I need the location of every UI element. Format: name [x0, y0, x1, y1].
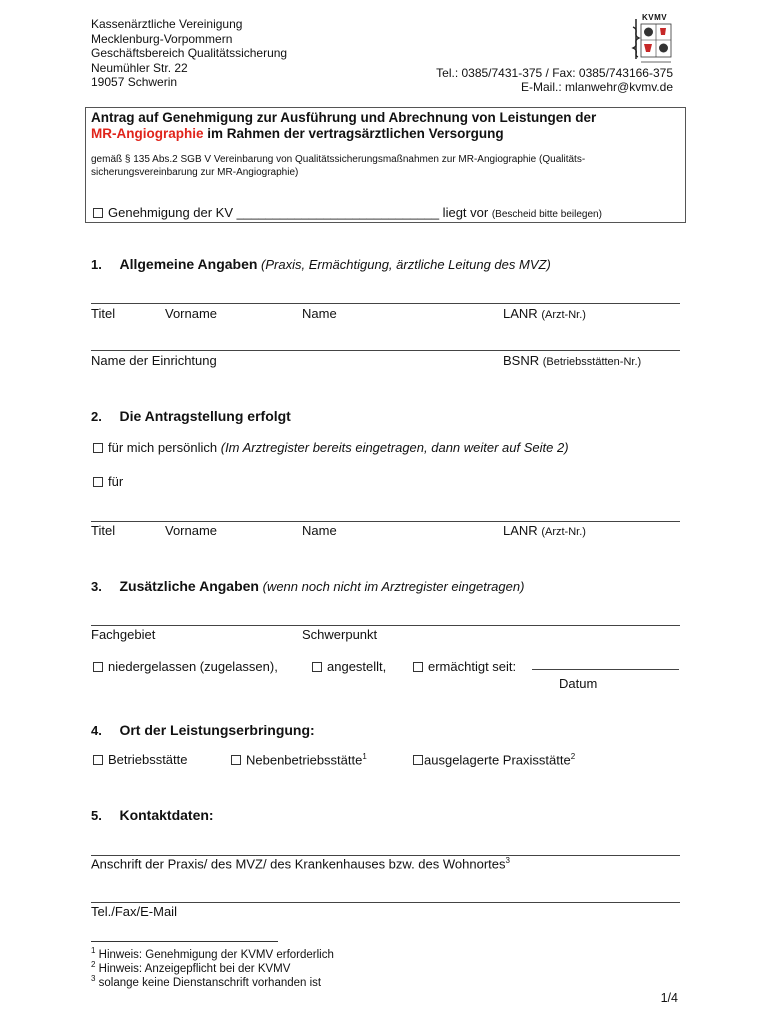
footnote-2-text: Hinweis: Anzeigepflicht bei der KVMV [98, 962, 291, 975]
page-number: 1/4 [660, 991, 678, 1005]
label-datum: Datum [559, 676, 598, 691]
label-vorname: Vorname [165, 306, 218, 321]
ausgelagerte-label: ausgelagerte Praxisstätte [424, 752, 571, 768]
approval-text: Genehmigung der KV ____________________________ liegt vor [108, 205, 489, 220]
lanr-note: (Arzt-Nr.) [541, 309, 586, 321]
label-tel-fax-email: Tel./Fax/E-Mail [91, 904, 177, 919]
section1-line2[interactable] [91, 350, 680, 351]
legal-basis-line2: sicherungsvereinbarung zur MR-Angiographie) [91, 167, 299, 178]
label-titel-2: Titel [91, 523, 116, 538]
section3-note: (wenn noch nicht im Arztregister eingetragen) [262, 579, 525, 594]
section1-heading [91, 256, 551, 272]
section5-title: Kontaktdaten: [119, 807, 214, 823]
email: E-Mail.: mlanwehr@kvmv.de [521, 80, 673, 94]
label-anschrift [91, 856, 510, 871]
section3-number: 3. [91, 579, 102, 594]
nebenbetriebsstaette-label: Nebenbetriebsstätte [246, 752, 363, 768]
option-angestellt [312, 659, 386, 674]
section5-heading [91, 807, 214, 823]
footnote-1-text: Hinweis: Genehmigung der KVMV erforderlich [98, 948, 334, 961]
betriebsstaette-checkbox[interactable] [93, 755, 103, 765]
option-niedergelassen [93, 659, 278, 674]
for-checkbox[interactable] [93, 477, 103, 487]
footnote-3-number: 3 [91, 974, 96, 983]
option-personal-note: (Im Arztregister bereits eingetragen, dann weiter auf Seite 2) [220, 440, 569, 455]
option-ausgelagerte [413, 752, 575, 767]
section1-note: (Praxis, Ermächtigung, ärztliche Leitung des MVZ) [261, 257, 551, 272]
approval-checkbox[interactable] [93, 208, 103, 218]
section3-title: Zusätzliche Angaben [119, 578, 259, 594]
lanr-text-2: LANR [503, 523, 538, 538]
footnote-3 [91, 974, 321, 989]
lanr-text: LANR [503, 306, 538, 321]
footnote-2 [91, 960, 290, 975]
footnote-divider [91, 941, 278, 942]
application-title-rest: im Rahmen der vertragsärztlichen Versorgung [203, 126, 504, 141]
label-lanr-2 [503, 523, 586, 538]
lanr-note-2: (Arzt-Nr.) [541, 526, 586, 538]
option-ermaechtigt [413, 659, 516, 674]
option-personal [93, 440, 569, 455]
org-city: 19057 Schwerin [91, 75, 178, 89]
niedergelassen-checkbox[interactable] [93, 662, 103, 672]
section1-number: 1. [91, 257, 102, 272]
angestellt-label: angestellt, [327, 659, 387, 674]
approval-row [93, 205, 602, 220]
ermaechtigt-date-line[interactable] [532, 669, 679, 670]
label-schwerpunkt: Schwerpunkt [302, 627, 378, 642]
niedergelassen-label: niedergelassen (zugelassen), [108, 659, 278, 674]
footnote-ref-1: 1 [362, 752, 367, 761]
footnote-ref-3: 3 [505, 856, 510, 865]
org-name-line2: Mecklenburg-Vorpommern [91, 31, 233, 46]
label-bsnr [503, 353, 641, 368]
kvmv-logo [629, 15, 674, 65]
bsnr-text: BSNR [503, 353, 540, 368]
label-fachgebiet: Fachgebiet [91, 627, 156, 642]
application-title-line1: Antrag auf Genehmigung zur Ausführung und Abrechnung von Leistungen der [91, 110, 597, 125]
application-title-line2 [91, 126, 504, 141]
section1-title: Allgemeine Angaben [119, 256, 258, 272]
option-for-label: für [108, 474, 124, 489]
label-lanr [503, 306, 586, 321]
footnote-ref-2: 2 [570, 752, 576, 761]
section2-line[interactable] [91, 521, 680, 522]
logo-text: KVMV [642, 13, 668, 22]
approval-note: (Bescheid bitte beilegen) [491, 209, 602, 220]
ermaechtigt-label: ermächtigt seit: [428, 659, 517, 674]
label-titel: Titel [91, 306, 116, 321]
angestellt-checkbox[interactable] [312, 662, 322, 672]
section5-line2[interactable] [91, 902, 680, 903]
section2-title: Die Antragstellung erfolgt [119, 408, 291, 424]
anschrift-text: Anschrift der Praxis/ des MVZ/ des Krankenhauses bzw. des Wohnortes [91, 856, 506, 872]
section4-title: Ort der Leistungserbringung: [119, 722, 315, 738]
footnote-1-number: 1 [91, 946, 96, 955]
betriebsstaette-label: Betriebsstätte [108, 752, 188, 767]
org-department: Geschäftsbereich Qualitätssicherung [91, 46, 288, 60]
option-betriebsstaette [93, 752, 188, 767]
nebenbetriebsstaette-checkbox[interactable] [231, 755, 241, 765]
option-nebenbetriebsstaette [231, 752, 367, 767]
section5-number: 5. [91, 808, 102, 823]
ermaechtigt-checkbox[interactable] [413, 662, 423, 672]
section3-line[interactable] [91, 625, 680, 626]
section2-number: 2. [91, 409, 102, 424]
org-name-line1: Kassenärztliche Vereinigung [91, 17, 243, 31]
label-vorname-2: Vorname [165, 523, 218, 538]
footnote-1 [91, 946, 334, 961]
section3-heading [91, 578, 524, 594]
footnote-2-number: 2 [91, 960, 96, 969]
section2-heading [91, 408, 291, 424]
footnote-3-text: solange keine Dienstanschrift vorhanden ist [98, 976, 322, 989]
label-einrichtung: Name der Einrichtung [91, 353, 217, 368]
org-street: Neumühler Str. 22 [91, 60, 188, 75]
section4-heading [91, 722, 315, 738]
label-name: Name [302, 306, 337, 321]
legal-basis-line1: gemäß § 135 Abs.2 SGB V Vereinbarung von Qualitätssicherungsmaßnahmen zur MR-Angiographie (Qualitäts- [91, 154, 586, 165]
personal-checkbox[interactable] [93, 443, 103, 453]
phone-fax: Tel.: 0385/7431-375 / Fax: 0385/743166-375 [436, 66, 673, 80]
option-for [93, 474, 123, 489]
section1-line1[interactable] [91, 303, 680, 304]
mr-angiographie-highlight: MR-Angiographie [91, 126, 204, 141]
bsnr-note: (Betriebsstätten-Nr.) [542, 356, 642, 368]
label-name-2: Name [302, 523, 337, 538]
ausgelagerte-checkbox[interactable] [413, 755, 423, 765]
option-personal-label: für mich persönlich [108, 440, 218, 455]
section4-number: 4. [91, 723, 102, 738]
